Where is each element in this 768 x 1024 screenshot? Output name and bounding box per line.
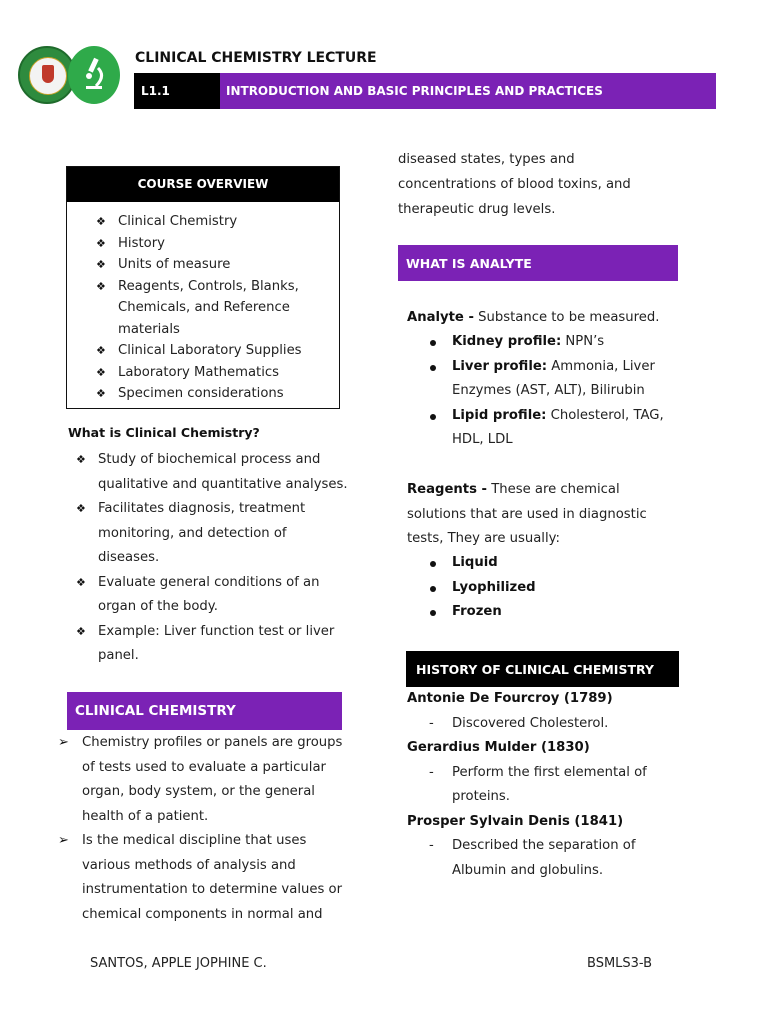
- arrow-bullet-icon: ➢: [58, 735, 69, 750]
- overview-item-text: History: [118, 235, 165, 251]
- profile-text: HDL, LDL: [452, 432, 513, 447]
- overview-item: [96, 233, 332, 255]
- overview-item-text: materials: [118, 321, 180, 337]
- overview-item: [96, 362, 332, 384]
- overview-item-text: Clinical Laboratory Supplies: [118, 343, 302, 358]
- footer-author: SANTOS, APPLE JOPHINE C.: [90, 956, 267, 971]
- profile-text: Ammonia, Liver: [547, 358, 655, 374]
- reagent-item: [430, 576, 650, 601]
- clinical-chemistry-item-text: health of a patient.: [82, 808, 209, 824]
- history-event-text: proteins.: [452, 789, 510, 804]
- what-is-item: [76, 571, 366, 620]
- clinical-chemistry-header: CLINICAL CHEMISTRY: [67, 692, 342, 730]
- analyte-profile-item: [430, 355, 670, 404]
- history-name: Antonie De Fourcroy (1789): [407, 691, 613, 706]
- diamond-bullet-icon: ❖: [76, 624, 86, 638]
- diamond-bullet-icon: ❖: [96, 279, 106, 293]
- clinical-chemistry-item: [58, 731, 358, 829]
- clinical-chemistry-item-text: Chemistry profiles or panels are groups: [82, 735, 343, 750]
- reagents-definition: [407, 478, 687, 552]
- clinical-chemistry-item-text: organ, body system, or the general: [82, 784, 315, 799]
- diamond-bullet-icon: ❖: [76, 453, 86, 466]
- clinical-chemistry-item-text: chemical components in normal and: [82, 906, 323, 922]
- profile-text: Enzymes (AST, ALT), Bilirubin: [452, 383, 645, 398]
- diamond-bullet-icon: ❖: [76, 575, 86, 589]
- history-event: [407, 712, 697, 737]
- reagent-item-text: Liquid: [452, 555, 498, 570]
- analyte-profile-list: [430, 330, 670, 453]
- what-is-item-text: qualitative and quantitative analyses.: [98, 476, 348, 492]
- diamond-bullet-icon: ❖: [76, 502, 86, 515]
- analyte-term: Analyte -: [407, 310, 474, 325]
- arrow-bullet-icon: ➢: [58, 833, 69, 848]
- clinical-chemistry-list: [58, 731, 358, 927]
- clinical-chemistry-item-text: of tests used to evaluate a particular: [82, 759, 326, 775]
- continued-line: therapeutic drug levels.: [398, 202, 556, 217]
- clinical-chemistry-item-text: Is the medical discipline that uses: [82, 833, 307, 848]
- clinical-chemistry-item-text: instrumentation to determine values or: [82, 882, 343, 897]
- diamond-bullet-icon: ❖: [96, 365, 106, 379]
- footer-section: BSMLS3-B: [587, 956, 653, 971]
- diamond-bullet-icon: ❖: [96, 236, 106, 250]
- clinical-chemistry-item-text: various methods of analysis and: [82, 857, 296, 873]
- reagents-list: [430, 551, 650, 625]
- what-is-item: [76, 448, 366, 497]
- diamond-bullet-icon: ❖: [96, 344, 106, 357]
- what-is-item-text: Study of biochemical process and: [98, 452, 321, 467]
- what-is-item-text: organ of the body.: [98, 599, 218, 614]
- diamond-bullet-icon: ❖: [96, 387, 106, 400]
- overview-item-text: Clinical Chemistry: [118, 214, 238, 229]
- overview-item: [96, 211, 332, 233]
- what-is-item-text: monitoring, and detection of: [98, 525, 287, 541]
- bullet-dot-icon: [430, 561, 436, 567]
- course-overview-title: COURSE OVERVIEW: [67, 167, 339, 202]
- what-is-heading: What is Clinical Chemistry?: [68, 425, 260, 440]
- history-event-text: Described the separation of: [452, 838, 636, 853]
- analyte-profile-item: [430, 330, 670, 355]
- lecture-code: L1.1: [134, 73, 220, 109]
- overview-item-text: Specimen considerations: [118, 386, 284, 401]
- diamond-bullet-icon: ❖: [96, 215, 106, 228]
- bullet-dot-icon: [430, 365, 436, 371]
- overview-item: [96, 383, 332, 405]
- clinical-chemistry-continued: [398, 147, 698, 222]
- bullet-dot-icon: [430, 340, 436, 346]
- overview-item-text: Chemicals, and Reference: [118, 300, 290, 315]
- what-is-list: [76, 448, 366, 669]
- what-is-item-text: panel.: [98, 648, 139, 663]
- bullet-dot-icon: [430, 586, 436, 592]
- reagents-term: Reagents -: [407, 482, 487, 497]
- what-is-item-text: diseases.: [98, 550, 160, 565]
- history-event-text: Perform the first elemental of: [452, 764, 647, 780]
- overview-item: [96, 254, 332, 276]
- overview-item-text: Units of measure: [118, 257, 231, 272]
- dash-bullet-icon: -: [429, 764, 434, 780]
- reagents-definition-line: These are chemical: [487, 482, 620, 497]
- course-title: CLINICAL CHEMISTRY LECTURE: [135, 50, 377, 66]
- continued-line: diseased states, types and: [398, 152, 575, 167]
- history-list: [407, 687, 697, 883]
- history-event: [407, 761, 697, 810]
- reagents-definition-line: tests, They are usually:: [407, 531, 560, 546]
- profile-text: Cholesterol, TAG,: [546, 407, 664, 423]
- analyte-profile-item: [430, 404, 670, 453]
- course-overview-list: [96, 211, 332, 405]
- overview-item-text: Reagents, Controls, Blanks,: [118, 278, 299, 294]
- history-event-text: Albumin and globulins.: [452, 862, 604, 878]
- what-is-item-text: Facilitates diagnosis, treatment: [98, 501, 306, 516]
- profile-label: Lipid profile:: [452, 407, 547, 423]
- reagent-item-text: Lyophilized: [452, 579, 536, 595]
- history-header: HISTORY OF CLINICAL CHEMISTRY: [406, 651, 679, 687]
- reagent-item: [430, 551, 650, 576]
- bullet-dot-icon: [430, 610, 436, 616]
- what-is-item: [76, 620, 366, 669]
- profile-text: NPN’s: [561, 334, 605, 349]
- department-microscope-logo: [68, 46, 120, 104]
- profile-label: Liver profile:: [452, 358, 548, 374]
- lecture-topic: INTRODUCTION AND BASIC PRINCIPLES AND PRACTICES: [220, 73, 716, 109]
- history-name: Prosper Sylvain Denis (1841): [407, 813, 624, 829]
- clinical-chemistry-item: [58, 829, 358, 927]
- reagent-item: [430, 600, 650, 625]
- dash-bullet-icon: -: [429, 715, 434, 731]
- analyte-definition-text: Substance to be measured.: [473, 310, 660, 325]
- history-name: Gerardius Mulder (1830): [407, 740, 590, 755]
- bullet-dot-icon: [430, 414, 436, 420]
- overview-item: [96, 340, 332, 362]
- profile-label: Kidney profile:: [452, 334, 562, 349]
- analyte-definition: [407, 306, 697, 331]
- reagent-item-text: Frozen: [452, 604, 502, 619]
- diamond-bullet-icon: ❖: [96, 258, 106, 271]
- what-is-item: [76, 497, 366, 571]
- history-event-text: Discovered Cholesterol.: [452, 715, 609, 731]
- what-is-item-text: Example: Liver function test or liver: [98, 623, 335, 639]
- history-event: [407, 834, 697, 883]
- reagents-definition-line: solutions that are used in diagnostic: [407, 506, 647, 522]
- dash-bullet-icon: -: [429, 838, 434, 853]
- overview-item-text: Laboratory Mathematics: [118, 364, 280, 380]
- what-is-item-text: Evaluate general conditions of an: [98, 574, 320, 590]
- analyte-header: WHAT IS ANALYTE: [398, 245, 678, 281]
- overview-item: [96, 276, 332, 341]
- continued-line: concentrations of blood toxins, and: [398, 177, 631, 192]
